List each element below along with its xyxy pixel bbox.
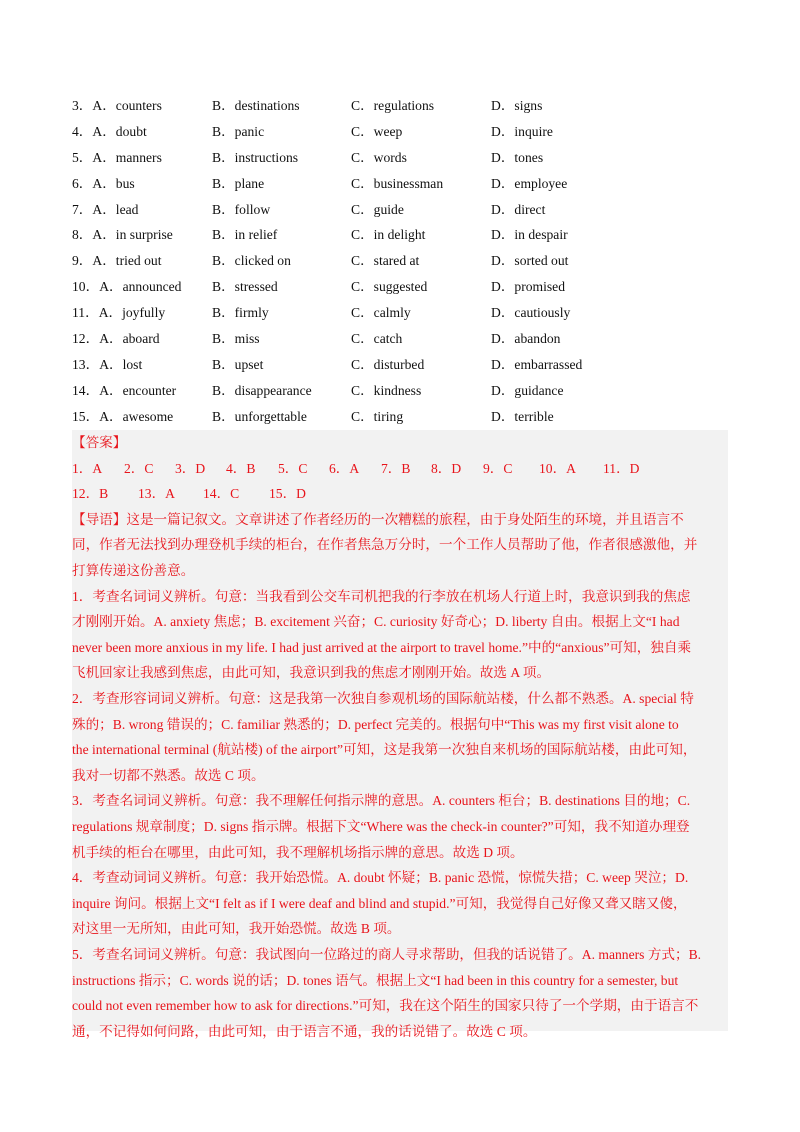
option-c: C．disturbed	[351, 356, 425, 372]
explanation-line: could not even remember how to ask for directions.”可知，我在这个陌生的国家只待了一个学期，由于语言不	[72, 998, 699, 1014]
option-a: 4．A．doubt	[72, 123, 147, 139]
option-d: D．guidance	[491, 382, 564, 398]
explanation-line: 4．考查动词词义辨析。句意：我开始恐慌。A. doubt 怀疑；B. panic 恐慌，惊慌失措；C. weep 哭泣；D.	[72, 870, 689, 886]
option-c: C．in delight	[351, 227, 426, 243]
option-b: B．panic	[212, 123, 265, 139]
answer-item: 15．D	[269, 486, 307, 502]
option-a: 13．A．lost	[72, 356, 143, 372]
answer-item: 14．C	[203, 486, 240, 502]
option-c: C．catch	[351, 331, 403, 347]
answer-item: 5．C	[278, 460, 308, 476]
option-d: D．cautiously	[491, 305, 571, 321]
option-c: C．suggested	[351, 279, 428, 295]
option-b: B．clicked on	[212, 253, 291, 269]
explanation-line: 机手续的柜台在哪里，由此可知，我不理解机场指示牌的意思。故选 D 项。	[72, 844, 524, 860]
option-b: B．disappearance	[212, 382, 312, 398]
option-c: C．calmly	[351, 305, 411, 321]
option-d: D．sorted out	[491, 253, 569, 269]
answer-item: 9．C	[483, 460, 513, 476]
explanation-line: regulations 规章制度；D. signs 指示牌。根据下文“Where was the check-in counter?”可知，我不知道办理登	[72, 819, 690, 834]
explanation-line: 飞机回家让我感到焦虑，由此可知，我意识到我的焦虑才刚刚开始。故选 A 项。	[72, 665, 551, 681]
explanation-line: instructions 指示；C. words 说的话；D. tones 语气。根据上文“I had been in this country for a semester, but	[72, 972, 679, 988]
option-a: 8．A．in surprise	[72, 227, 173, 243]
answer-item: 6．A	[329, 460, 360, 476]
option-d: D．in despair	[491, 227, 568, 243]
answer-item: 11．D	[603, 460, 640, 476]
option-c: C．kindness	[351, 382, 422, 398]
option-a: 14．A．encounter	[72, 382, 177, 398]
options-list	[72, 93, 732, 430]
intro-line: 打算传递这份善意。	[72, 563, 195, 578]
option-row-5	[72, 145, 732, 171]
answer-item: 7．B	[381, 460, 411, 476]
explanation-line: 才刚刚开始。A. anxiety 焦虑；B. excitement 兴奋；C. curiosity 好奇心；D. liberty 自由。根据上文“I had	[72, 614, 680, 630]
option-a: 15．A．awesome	[72, 408, 174, 424]
option-c: C．words	[351, 149, 407, 165]
option-d: D．promised	[491, 279, 566, 295]
option-c: C．guide	[351, 201, 404, 217]
option-d: D．signs	[491, 98, 543, 113]
option-row-10	[72, 274, 732, 300]
option-b: B．in relief	[212, 227, 278, 243]
option-row-11	[72, 300, 732, 326]
explanation-line: 3．考查名词词义辨析。句意：我不理解任何指示牌的意思。A. counters 柜台；B. destinations 目的地；C.	[72, 793, 691, 809]
option-a: 9．A．tried out	[72, 253, 162, 269]
option-c: C．weep	[351, 123, 403, 139]
option-row-7	[72, 197, 732, 223]
explanation-line: 1．考查名词词义辨析。句意：当我看到公交车司机把我的行李放在机场人行道上时，我意识到我的焦虑	[72, 588, 691, 604]
option-c: C．stared at	[351, 253, 420, 269]
explanation-line: 对这里一无所知，由此可知，我开始恐慌。故选 B 项。	[72, 921, 401, 937]
answers-row-2	[72, 481, 728, 507]
option-d: D．inquire	[491, 123, 553, 139]
option-row-8	[72, 222, 732, 248]
explanation-line: 通，不记得如何问路，由此可知，由于语言不通，我的话说错了。故选 C 项。	[72, 1023, 537, 1039]
option-b: B．unforgettable	[212, 408, 307, 424]
option-d: D．direct	[491, 201, 546, 217]
explanation-line: never been more anxious in my life. I had just arrived at the airport to travel home.”中的“anxious”可知，独自乘	[72, 639, 692, 655]
answer-item: 8．D	[431, 460, 462, 476]
option-b: B．stressed	[212, 279, 278, 295]
option-d: D．abandon	[491, 331, 561, 347]
intro-line: 【导语】这是一篇记叙文。文章讲述了作者经历的一次糟糕的旅程，由于身处陌生的环境，并且语言不	[72, 511, 684, 527]
explanation-line: 5．考查名词词义辨析。句意：我试图向一位路过的商人寻求帮助，但我的话说错了。A. manners 方式；B.	[72, 947, 702, 962]
option-b: B．firmly	[212, 305, 269, 321]
option-c: C．regulations	[351, 98, 435, 113]
option-a: 7．A．lead	[72, 201, 139, 217]
answer-heading: 【答案】	[72, 435, 127, 450]
option-row-12	[72, 326, 732, 352]
option-c: C．businessman	[351, 175, 444, 191]
option-row-9	[72, 248, 732, 274]
answer-explanation-block	[72, 430, 728, 1039]
intro-line: 同，作者无法找到办理登机手续的柜台，在作者焦急万分时，一个工作人员帮助了他，作者很感激他，并	[72, 537, 698, 553]
option-b: B．upset	[212, 356, 264, 372]
answer-item: 10．A	[539, 460, 577, 476]
option-a: 3．A．counters	[72, 98, 162, 113]
explanation-line: 殊的；B. wrong 错误的；C. familiar 熟悉的；D. perfect 完美的。根据句中“This was my first visit alone to	[72, 716, 679, 732]
answer-item: 1．A	[72, 460, 103, 476]
option-row-4	[72, 119, 732, 145]
explanation-line: 2．考查形容词词义辨析。句意：这是我第一次独自参观机场的国际航站楼，什么都不熟悉。A. special 特	[72, 691, 694, 706]
option-row-15	[72, 404, 732, 430]
option-d: D．tones	[491, 149, 544, 165]
option-row-3	[72, 93, 732, 119]
option-b: B．plane	[212, 175, 265, 191]
answer-item: 3．D	[175, 460, 206, 476]
option-b: B．destinations	[212, 98, 300, 113]
option-b: B．instructions	[212, 149, 299, 165]
option-d: D．terrible	[491, 408, 554, 424]
option-a: 12．A．aboard	[72, 331, 160, 347]
option-a: 6．A．bus	[72, 175, 135, 191]
answer-item: 4．B	[226, 460, 256, 476]
answer-item: 13．A	[138, 486, 176, 502]
option-a: 11．A．joyfully	[72, 305, 166, 321]
answer-item: 2．C	[124, 460, 154, 476]
explanation-line: the international terminal (航站楼) of the airport”可知，这是我第一次独自来机场的国际航站楼，由此可知，	[72, 742, 697, 758]
option-a: 10．A．announced	[72, 279, 182, 295]
option-b: B．follow	[212, 201, 271, 217]
option-c: C．tiring	[351, 408, 404, 424]
option-row-6	[72, 171, 732, 197]
option-a: 5．A．manners	[72, 149, 162, 165]
option-row-13	[72, 352, 732, 378]
explanation-line: inquire 询问。根据上文“I felt as if I were deaf and blind and stupid.”可知，我觉得自己好像又聋又瞎又傻，	[72, 895, 687, 911]
option-d: D．employee	[491, 175, 568, 191]
explanation-line: 我对一切都不熟悉。故选 C 项。	[72, 767, 265, 783]
option-row-14	[72, 378, 732, 404]
answer-item: 12．B	[72, 486, 109, 502]
answers-row-1	[72, 456, 728, 482]
option-b: B．miss	[212, 331, 260, 347]
option-d: D．embarrassed	[491, 356, 583, 372]
